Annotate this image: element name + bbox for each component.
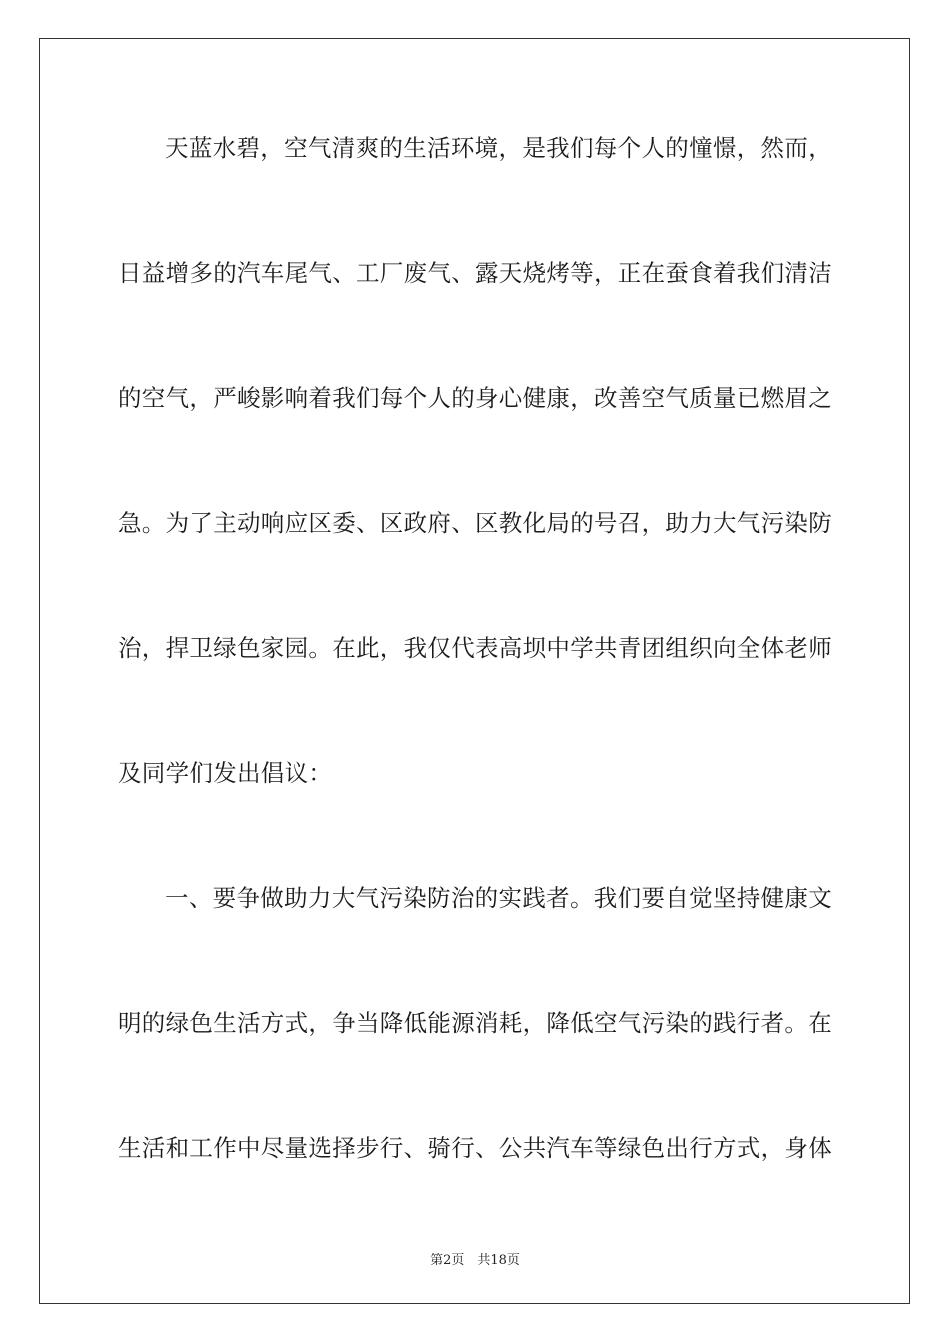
paragraph-line: 治，捍卫绿色家园。在此，我仅代表高坝中学共青团组织向全体老师 bbox=[118, 634, 832, 662]
paragraph-line: 明的绿色生活方式，争当降低能源消耗，降低空气污染的践行者。在 bbox=[118, 1009, 832, 1037]
document-body bbox=[118, 126, 832, 1251]
paragraph-line: 及同学们发出倡议： bbox=[118, 759, 333, 787]
paragraph-line: 急。为了主动响应区委、区政府、区教化局的号召，助力大气污染防 bbox=[118, 509, 832, 537]
paragraph-line: 天蓝水碧，空气清爽的生活环境，是我们每个人的憧憬，然而， bbox=[165, 134, 832, 162]
paragraph-line: 生活和工作中尽量选择步行、骑行、公共汽车等绿色出行方式，身体 bbox=[118, 1134, 832, 1162]
paragraph-line: 的空气，严峻影响着我们每个人的身心健康，改善空气质量已燃眉之 bbox=[118, 384, 832, 412]
paragraph-line: 一、要争做助力大气污染防治的实践者。我们要自觉坚持健康文 bbox=[165, 884, 832, 912]
paragraph-line: 日益增多的汽车尾气、工厂废气、露天烧烤等，正在蚕食着我们清洁 bbox=[118, 259, 832, 287]
page-number-footer: 第2页 共18页 bbox=[430, 1253, 520, 1268]
